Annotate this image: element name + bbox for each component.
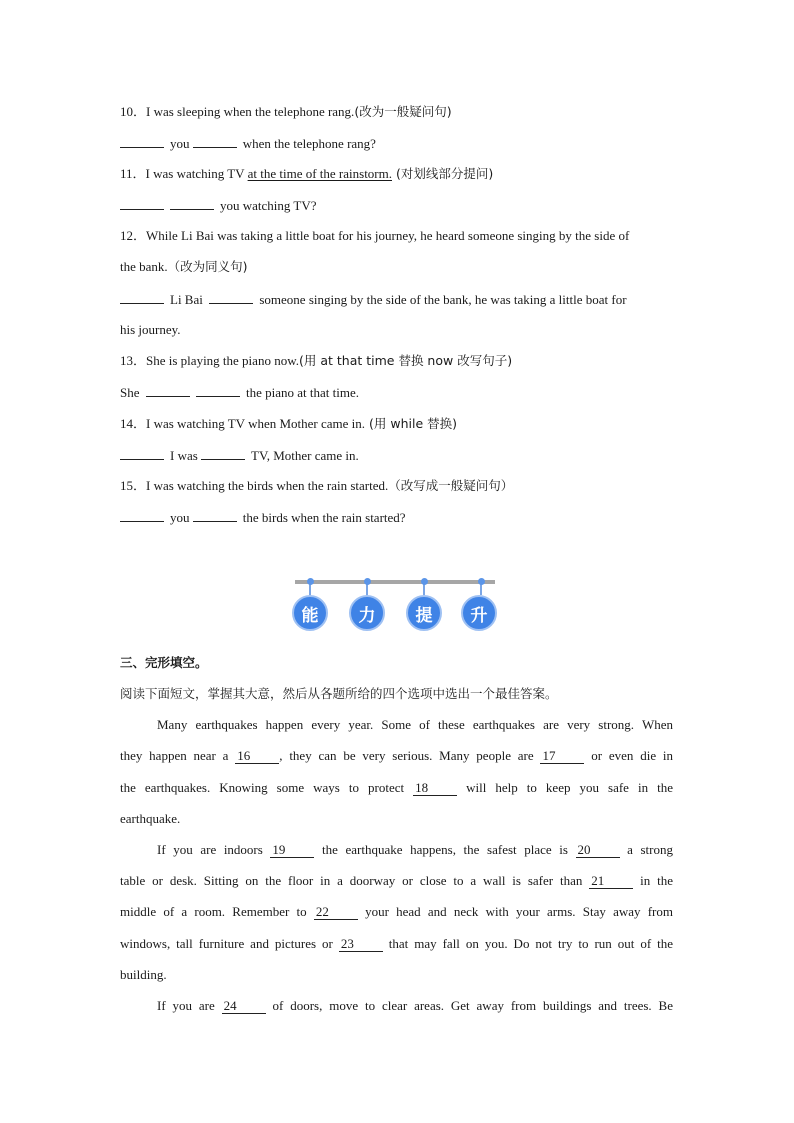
- passage-text: in the: [633, 873, 673, 888]
- cloze-blank[interactable]: 24: [222, 999, 266, 1014]
- cloze-blank[interactable]: 16: [235, 749, 279, 764]
- question-14: [120, 416, 457, 432]
- answer-blank[interactable]: [120, 291, 164, 304]
- passage-text: or even die in: [584, 748, 673, 763]
- banner-dot: [307, 578, 314, 585]
- question-hint: (用 while 替换): [365, 416, 458, 431]
- passage-text: the earthquakes. Knowing some ways to protect: [120, 780, 414, 795]
- banner-dot: [421, 578, 428, 585]
- question-hint: (改为一般疑问句): [354, 104, 452, 119]
- banner-char-circle: 提: [406, 595, 442, 631]
- passage-text: will help to keep you safe in the: [457, 780, 673, 795]
- passage-text: Many earthquakes happen every year. Some of these earthquakes are very strong. When: [157, 717, 673, 732]
- passage-text: of doors, move to clear areas. Get away from buildings and trees. Be: [265, 998, 673, 1013]
- question-text: I was watching TV: [145, 166, 248, 181]
- question-number: 15．: [120, 478, 147, 493]
- answer-blank[interactable]: [196, 384, 240, 397]
- question-text: the bank.: [120, 259, 168, 274]
- question-text: I was watching the birds when the rain started.: [146, 478, 389, 493]
- question-10: [120, 104, 452, 120]
- banner-dot: [364, 578, 371, 585]
- passage-line: [120, 873, 673, 889]
- passage-text: If you are indoors: [157, 842, 271, 857]
- banner-dot: [478, 578, 485, 585]
- answer-blank[interactable]: [120, 447, 164, 460]
- answer-line-12: [120, 291, 627, 308]
- answer-line-10: [120, 135, 376, 152]
- cloze-blank[interactable]: 23: [339, 937, 383, 952]
- question-text: I was sleeping when the telephone rang.: [146, 104, 355, 119]
- answer-line-11: [120, 197, 317, 214]
- answer-text: I was: [170, 448, 198, 463]
- answer-blank[interactable]: [193, 135, 237, 148]
- passage-text: middle of a room. Remember to: [120, 904, 314, 919]
- answer-text: you: [170, 510, 190, 525]
- answer-line-12-cont: [120, 322, 181, 338]
- section-instruction: 阅读下面短文，掌握其大意，然后从各题所给的四个选项中选出一个最佳答案。: [120, 686, 558, 701]
- question-12-cont: [120, 259, 248, 275]
- question-12: [120, 228, 629, 244]
- cloze-blank[interactable]: 17: [540, 749, 584, 764]
- passage-text: they happen near a: [120, 748, 236, 763]
- question-text: She is playing the piano now.: [146, 353, 299, 368]
- passage-line: [120, 748, 673, 764]
- passage-text: that may fall on you. Do not try to run out of the: [382, 936, 673, 951]
- answer-blank[interactable]: [170, 197, 214, 210]
- passage-line: [120, 936, 673, 952]
- passage-text: your head and neck with your arms. Stay away from: [357, 904, 673, 919]
- question-hint: (对划线部分提问): [392, 166, 494, 181]
- answer-text: TV, Mother came in.: [251, 448, 359, 463]
- answer-blank[interactable]: [120, 135, 164, 148]
- cloze-blank[interactable]: 21: [589, 874, 633, 889]
- question-text: While Li Bai was taking a little boat for his journey, he heard someone singing by the side of: [146, 228, 630, 243]
- answer-text: you: [170, 136, 190, 151]
- passage-text: earthquake.: [120, 811, 181, 826]
- answer-line-15: [120, 509, 406, 526]
- passage-text: windows, tall furniture and pictures or: [120, 936, 339, 951]
- passage-line: [120, 967, 673, 983]
- underlined-phrase: at the time of the rainstorm.: [247, 166, 392, 181]
- answer-text: Li Bai: [170, 292, 203, 307]
- answer-text: the birds when the rain started?: [242, 510, 406, 525]
- answer-text: She: [120, 385, 140, 400]
- banner-char-circle: 升: [461, 595, 497, 631]
- cloze-blank[interactable]: 22: [314, 905, 358, 920]
- answer-text: you watching TV?: [220, 198, 317, 213]
- answer-blank[interactable]: [193, 509, 237, 522]
- banner-char-circle: 能: [292, 595, 328, 631]
- question-number: 13．: [120, 353, 147, 368]
- cloze-blank[interactable]: 20: [576, 843, 620, 858]
- section-heading: 三、完形填空。: [120, 655, 208, 670]
- answer-blank[interactable]: [120, 509, 164, 522]
- question-hint: （改为同义句): [167, 259, 248, 274]
- cloze-blank[interactable]: 19: [270, 843, 314, 858]
- passage-line: [157, 998, 673, 1014]
- passage-text: building.: [120, 967, 167, 982]
- cloze-blank[interactable]: 18: [413, 781, 457, 796]
- question-number: 10．: [120, 104, 147, 119]
- ability-improvement-banner: [293, 578, 497, 638]
- question-hint: （改写成一般疑问句）: [388, 478, 514, 493]
- question-13: [120, 353, 512, 369]
- answer-text: the piano at that time.: [246, 385, 359, 400]
- answer-blank[interactable]: [209, 291, 253, 304]
- banner-char-circle: 力: [349, 595, 385, 631]
- question-number: 12．: [120, 228, 147, 243]
- banner-bar: [295, 580, 495, 584]
- answer-text: someone singing by the side of the bank, he was taking a little boat for: [259, 292, 627, 307]
- answer-blank[interactable]: [201, 447, 245, 460]
- passage-line: [120, 904, 673, 920]
- answer-text: his journey.: [120, 322, 181, 337]
- answer-line-13: [120, 384, 359, 401]
- question-number: 11．: [120, 166, 146, 181]
- answer-line-14: [120, 447, 359, 464]
- question-number: 14．: [120, 416, 147, 431]
- answer-blank[interactable]: [146, 384, 190, 397]
- passage-line: [157, 717, 673, 733]
- question-11: [120, 166, 493, 182]
- passage-line: [120, 811, 673, 827]
- answer-blank[interactable]: [120, 197, 164, 210]
- passage-text: table or desk. Sitting on the floor in a doorway or close to a wall is safer than: [120, 873, 590, 888]
- question-text: I was watching TV when Mother came in.: [146, 416, 366, 431]
- passage-text: a strong: [619, 842, 673, 857]
- passage-line: [157, 842, 673, 858]
- passage-text: , they can be very serious. Many people are: [279, 748, 541, 763]
- passage-line: [120, 780, 673, 796]
- question-hint: (用 at that time 替换 now 改写句子): [299, 353, 513, 368]
- answer-text: when the telephone rang?: [242, 136, 376, 151]
- passage-text: If you are: [157, 998, 222, 1013]
- passage-text: the earthquake happens, the safest place is: [314, 842, 576, 857]
- question-15: [120, 478, 513, 494]
